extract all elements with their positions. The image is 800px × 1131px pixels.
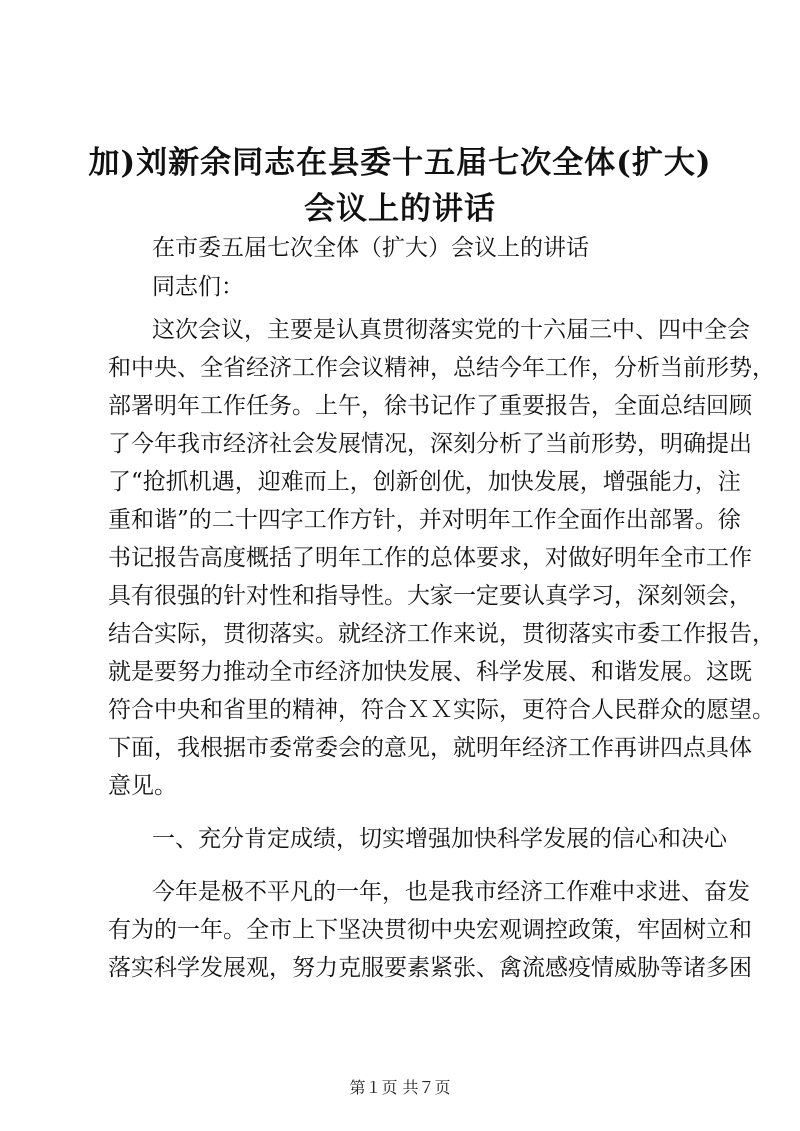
paragraph-1-line: 具有很强的针对性和指导性。大家一定要认真学习，深刻领会， [108,583,752,609]
subtitle: 在市委五届七次全体（扩大）会议上的讲话 [152,235,589,261]
paragraph-2-line: 落实科学发展观，努力克服要素紧张、禽流感疫情威胁等诸多困 [108,955,752,981]
page-footer: 第１页 共７页 [349,1078,451,1097]
paragraph-1-line: 就是要努力推动全市经济加快发展、科学发展、和谐发展。这既 [108,659,752,685]
paragraph-1-line: 意见。 [108,773,177,799]
paragraph-1-line: 下面，我根据市委常委会的意见，就明年经济工作再讲四点具体 [108,735,752,761]
salutation: 同志们： [152,274,244,300]
document-title-line-1: 加)刘新余同志在县委十五届七次全体(扩大) [88,145,712,181]
section-heading-1: 一、充分肯定成绩，切实增强加快科学发展的信心和决心 [152,826,727,852]
paragraph-1-line: 结合实际，贯彻落实。就经济工作来说，贯彻落实市委工作报告， [108,621,775,647]
paragraph-1-line: 重和谐”的二十四字工作方针，并对明年工作全面作出部署。徐 [108,507,741,533]
paragraph-1-line: 这次会议，主要是认真贯彻落实党的十六届三中、四中全会 [152,317,750,343]
paragraph-1-line: 和中央、全省经济工作会议精神，总结今年工作，分析当前形势， [108,355,775,381]
paragraph-1-line: 书记报告高度概括了明年工作的总体要求，对做好明年全市工作 [108,545,752,571]
paragraph-1-line: 了“抢抓机遇，迎难而上，创新创优，加快发展，增强能力，注 [108,469,741,495]
paragraph-1-line: 部署明年工作任务。上午，徐书记作了重要报告，全面总结回顾 [108,393,752,419]
paragraph-2-line: 今年是极不平凡的一年，也是我市经济工作难中求进、奋发 [152,879,750,905]
paragraph-2-line: 有为的一年。全市上下坚决贯彻中央宏观调控政策，牢固树立和 [108,917,752,943]
paragraph-1-line: 了今年我市经济社会发展情况，深刻分析了当前形势，明确提出 [108,431,752,457]
document-title-line-2: 会议上的讲话 [304,191,496,227]
paragraph-1-line: 符合中央和省里的精神，符合ＸＸ实际，更符合人民群众的愿望。 [108,697,775,723]
